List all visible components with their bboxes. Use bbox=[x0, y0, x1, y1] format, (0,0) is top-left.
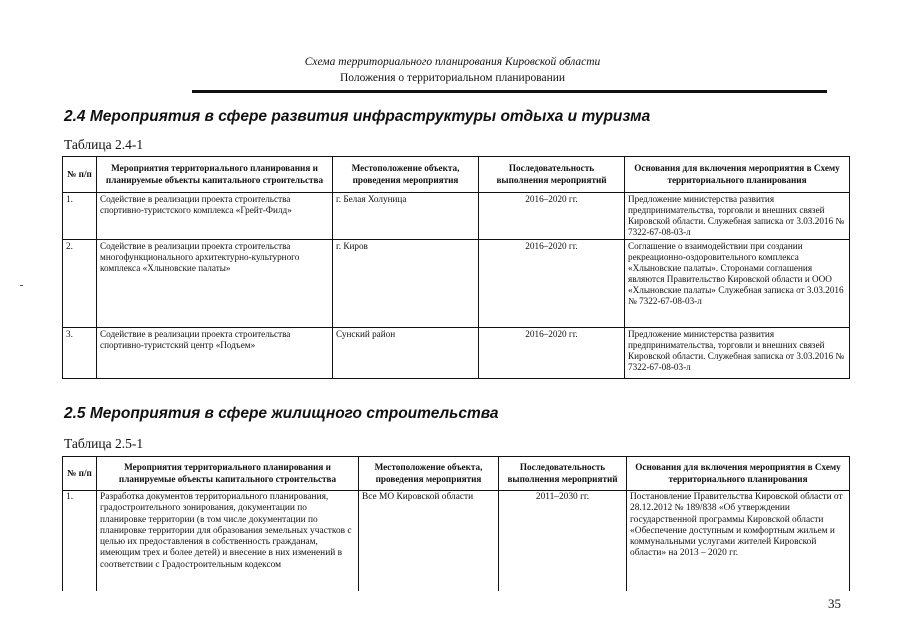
row-basis: Предложение министерства развития предпринимательства, торговли и внешних связей Кировской области. Служебная записка от 3.03.2016 № 7322-67-08-03-л bbox=[625, 328, 850, 379]
table-row bbox=[63, 240, 850, 328]
col-header-basis: Основания для включения мероприятия в Схему территориального планирования bbox=[627, 457, 850, 491]
row-location: Все МО Кировской области bbox=[359, 491, 499, 591]
row-number: 1. bbox=[63, 193, 97, 240]
row-period: 2011–2030 гг. bbox=[499, 491, 627, 591]
table-header-row bbox=[63, 157, 850, 193]
row-period: 2016–2020 гг. bbox=[479, 193, 625, 240]
table-2-4-1 bbox=[62, 156, 850, 379]
row-number: 2. bbox=[63, 240, 97, 328]
row-activity: Разработка документов территориального планирования, градостроительного зонирования, документации по планировке территории (в том числе документации по планировке территории для образования земельных участков с целью их предоставления в собственность гражданам, имеющим трех и более детей) и внесение в них изменений в соответствии с Градостроительным кодексом bbox=[97, 491, 359, 591]
section-2-5-title: 2.5 Мероприятия в сфере жилищного строительства bbox=[64, 405, 499, 422]
section-2-4-title: 2.4 Мероприятия в сфере развития инфраструктуры отдыха и туризма bbox=[64, 108, 651, 125]
col-header-period: Последовательность выполнения мероприятий bbox=[479, 157, 625, 193]
col-header-location: Местоположение объекта, проведения мероприятия bbox=[359, 457, 499, 491]
col-header-activity: Мероприятия территориального планирования и планируемые объекты капитального строительства bbox=[97, 457, 359, 491]
col-header-period: Последовательность выполнения мероприятий bbox=[499, 457, 627, 491]
table-row bbox=[63, 328, 850, 379]
row-basis: Предложение министерства развития предпринимательства, торговли и внешних связей Кировской области. Служебная записка от 3.03.2016 № 7322-67-08-03-л bbox=[625, 193, 850, 240]
row-activity: Содействие в реализации проекта строительства спортивно-туристского комплекса «Грейт-Филд» bbox=[97, 193, 333, 240]
header-rule bbox=[192, 90, 827, 93]
row-location: г. Киров bbox=[333, 240, 479, 328]
col-header-location: Местоположение объекта, проведения мероприятия bbox=[333, 157, 479, 193]
row-period: 2016–2020 гг. bbox=[479, 328, 625, 379]
row-number: 3. bbox=[63, 328, 97, 379]
page-number: 35 bbox=[828, 596, 841, 611]
table-2-4-1-label: Таблица 2.4-1 bbox=[64, 137, 144, 152]
row-location: г. Белая Холуница bbox=[333, 193, 479, 240]
row-activity: Содействие в реализации проекта строительства многофункционального архитектурно-культурного комплекса «Хлыновские палаты» bbox=[97, 240, 333, 328]
row-period: 2016–2020 гг. bbox=[479, 240, 625, 328]
col-header-num: № п/п bbox=[63, 457, 97, 491]
table-header-row bbox=[63, 457, 850, 491]
table-2-5-1-label: Таблица 2.5-1 bbox=[64, 436, 144, 451]
scan-speck bbox=[20, 285, 23, 286]
row-number: 1. bbox=[63, 491, 97, 591]
table-2-5-1 bbox=[62, 456, 850, 591]
table-row bbox=[63, 491, 850, 591]
row-activity: Содействие в реализации проекта строительства спортивно-туристский центр «Подъем» bbox=[97, 328, 333, 379]
table-row bbox=[63, 193, 850, 240]
document-header-title: Схема территориального планирования Кировской области bbox=[304, 56, 601, 68]
row-basis: Соглашение о взаимодействии при создании рекреационно-оздоровительного комплекса «Хлыновские палаты». Сторонами соглашения являются Правительство Кировской области и ООО «Хлыновские палаты» Служебная записка от 3.03.2016 № 7322-67-08-03-л bbox=[625, 240, 850, 328]
row-basis: Постановление Правительства Кировской области от 28.12.2012 № 189/838 «Об утверждении государственной программы Кировской области «Обеспечение доступным и комфортным жильем и коммунальными услугами жителей Кировской области» на 2013 – 2020 гг. bbox=[627, 491, 850, 591]
document-header-subtitle: Положения о территориальном планировании bbox=[339, 72, 566, 84]
col-header-num: № п/п bbox=[63, 157, 97, 193]
col-header-basis: Основания для включения мероприятия в Схему территориального планирования bbox=[625, 157, 850, 193]
row-location: Сунский район bbox=[333, 328, 479, 379]
col-header-activity: Мероприятия территориального планирования и планируемые объекты капитального строительства bbox=[97, 157, 333, 193]
